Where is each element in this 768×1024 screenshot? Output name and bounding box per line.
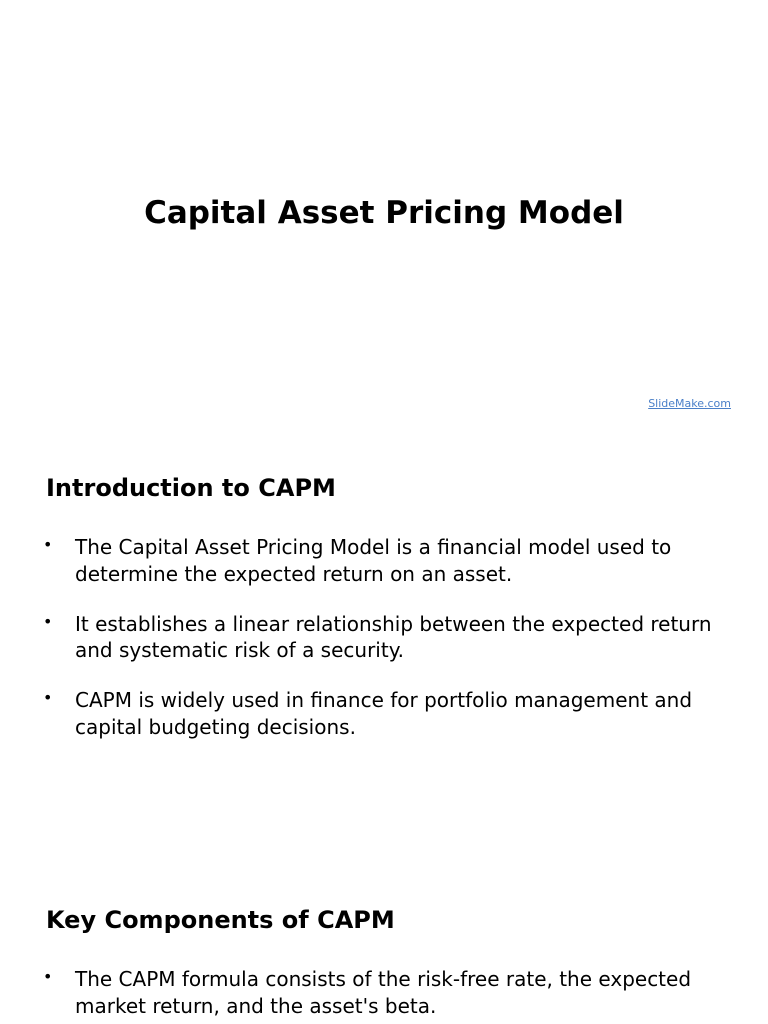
intro-heading: Introduction to CAPM [46,474,336,502]
bullet-text: CAPM is widely used in finance for portfolio management and capital budgeting decisions. [75,688,693,739]
bullet-text: It establishes a linear relationship between the expected return and systematic risk of a security. [75,611,712,662]
intro-bullet-list [0,534,768,764]
bullet-icon: • [43,535,53,554]
bullet-icon: • [43,611,53,631]
list-item [0,611,768,664]
list-item [0,687,768,740]
bullet-icon: • [43,967,53,986]
components-bullet-list [0,966,768,1024]
presentation-title: Capital Asset Pricing Model [144,195,624,231]
components-heading: Key Components of CAPM [46,906,395,934]
list-item [0,966,768,1019]
bullet-text: The Capital Asset Pricing Model is a financial model used to determine the expected return on an asset. [75,535,672,586]
slidemake-credit-link[interactable]: SlideMake.com [648,397,731,410]
bullet-icon: • [43,688,53,707]
list-item [0,534,768,587]
bullet-text: The CAPM formula consists of the risk-free rate, the expected market return, and the asset's beta. [75,967,692,1018]
